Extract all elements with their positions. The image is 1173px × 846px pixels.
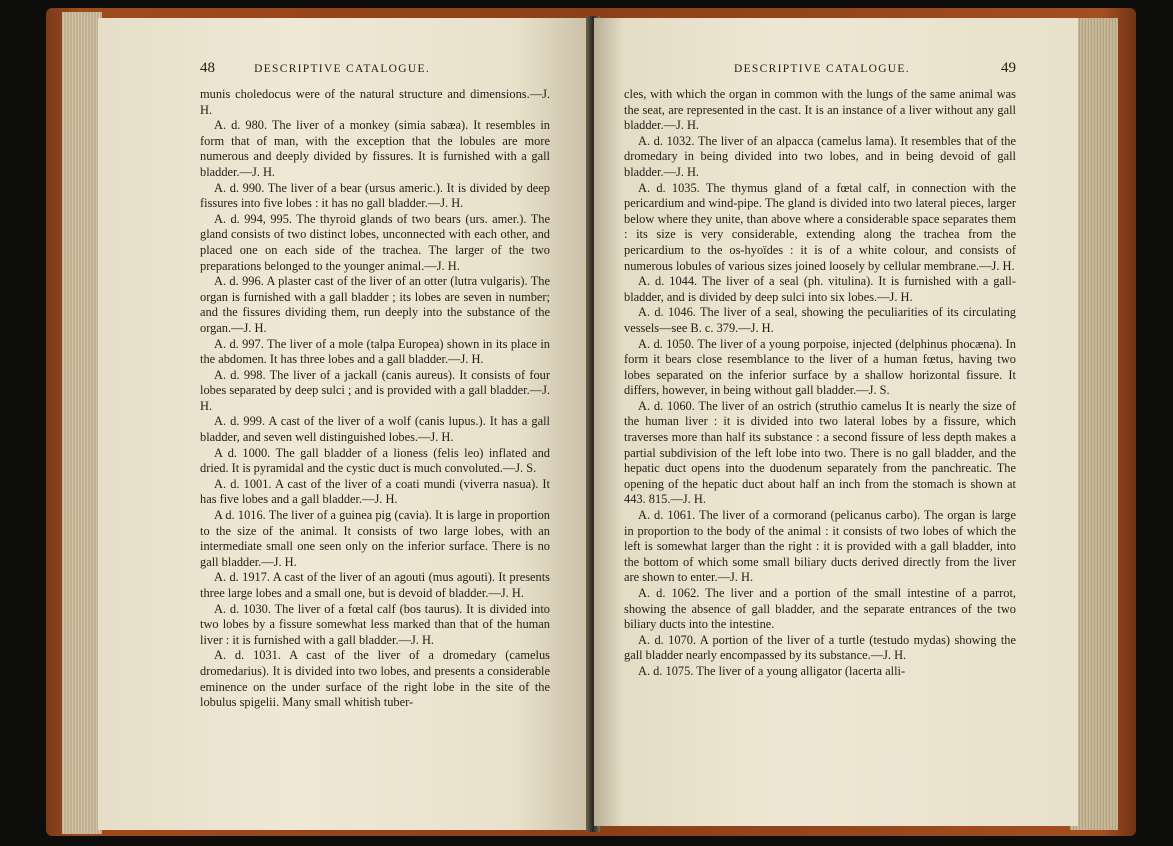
paragraph: A. d. 996. A plaster cast of the liver of an otter (lutra vulgaris). The organ is furnished with a gall bladder ; its lobes are seven in number; and the fissures dividing them, run deeply into the substance of the organ.—J. H.	[200, 274, 550, 335]
paragraph: A d. 1000. The gall bladder of a lioness (felis leo) inflated and dried. It is pyramidal and the cystic duct is much convoluted.—J. S.	[200, 445, 550, 476]
right-page	[594, 18, 1078, 826]
paragraph: A. d. 980. The liver of a monkey (simia sabæa). It resembles in form that of man, with the exception that the lobules are more numerous and deeply divided by fissures. It is furnished with a gall bladder.—J. H.	[200, 118, 550, 179]
paragraph: A. d. 1035. The thymus gland of a fœtal calf, in connection with the pericardium and wind-pipe. The gland is divided into two lateral pieces, larger below where they unite, than above where a considerable space separates them : its size is very considerable, extending along the trachea from the pericardium to the os-hyoïdes : it is of a white colour, and consists of numerous lobules of various sizes joined loosely by cellular membrane.—J. H.	[624, 180, 1016, 273]
page-edges-left	[62, 12, 102, 834]
paragraph: A. d. 1030. The liver of a fœtal calf (bos taurus). It is divided into two lobes by a fissure somewhat less marked than that of the human liver : it is furnished with a gall bladder.—J. H.	[200, 601, 550, 647]
paragraph: munis choledocus were of the natural structure and dimensions.—J. H.	[200, 87, 550, 117]
paragraph: A. d. 1062. The liver and a portion of the small intestine of a parrot, showing the absence of gall bladder, and the separate entrances of the two biliary ducts into the intestine.	[624, 586, 1016, 632]
paragraph: A. d. 1060. The liver of an ostrich (struthio camelus It is nearly the size of the human liver : it is divided into two lateral lobes by a fissure, which traverses more than half its substance : a second fissure of less depth makes a partial subdivision of the left lobe into two. There is no gall bladder, and the hepatic duct opens into the duodenum separately from the panchreatic. The opening of the hepatic duct about half an inch from the stomach is shown at 443. 815.—J. H.	[624, 398, 1016, 507]
left-page-number: 48	[200, 60, 215, 76]
paragraph: A. d. 998. The liver of a jackall (canis aureus). It consists of four lobes separated by deep sulci ; and is provided with a gall bladder.—J. H.	[200, 367, 550, 413]
right-running-title: DESCRIPTIVE CATALOGUE.	[734, 63, 910, 75]
left-running-title: DESCRIPTIVE CATALOGUE.	[254, 63, 430, 75]
right-page-number: 49	[1001, 60, 1016, 76]
paragraph: A. d. 1070. A portion of the liver of a turtle (testudo mydas) showing the gall bladder nearly encompassed by its substance.—J. H.	[624, 632, 1016, 663]
paragraph: A. d. 997. The liver of a mole (talpa Europea) shown in its place in the abdomen. It has three lobes and a gall bladder.—J. H.	[200, 336, 550, 367]
paragraph: A d. 1016. The liver of a guinea pig (cavia). It is large in proportion to the size of the animal. It consists of two large lobes, with an intermediate small one seen only on the inferior surface. There is no gall bladder.—J. H.	[200, 508, 550, 569]
left-running-head	[200, 60, 550, 77]
left-page	[98, 18, 590, 830]
right-body-text	[624, 87, 1016, 680]
paragraph: A. d. 1044. The liver of a seal (ph. vitulina). It is furnished with a gall-bladder, and is divided by deep sulci into six lobes.—J. H.	[624, 274, 1016, 304]
paragraph: A. d. 999. A cast of the liver of a wolf (canis lupus.). It has a gall bladder, and seven well distinguished lobes.—J. H.	[200, 414, 550, 445]
right-running-head	[624, 60, 1016, 77]
paragraph: A. d. 1046. The liver of a seal, showing the peculiarities of its circulating vessels—see B. c. 379.—J. H.	[624, 305, 1016, 335]
paragraph: A. d. 994, 995. The thyroid glands of two bears (urs. amer.). The gland consists of two distinct lobes, unconnected with each other, and placed one on each side of the trachea. The larger of the two preparations belonged to the younger animal.—J. H.	[200, 211, 550, 273]
paragraph: A. d. 1075. The liver of a young alligator (lacerta alli-	[638, 663, 906, 678]
paragraph: A. d. 1032. The liver of an alpacca (camelus lama). It resembles that of the dromedary in being divided into two lobes, and in being devoid of gall bladder.—J. H.	[624, 133, 1016, 179]
paragraph: A. d. 990. The liver of a bear (ursus americ.). It is divided by deep fissures into five lobes : it has no gall bladder.—J. H.	[200, 180, 550, 211]
paragraph: cles, with which the organ in common with the lungs of the same animal was the seat, are represented in the cast. It is an instance of a liver without any gall bladder.—J. H.	[624, 87, 1016, 133]
paragraph: A. d. 1031. A cast of the liver of a dromedary (camelus dromedarius). It is divided into two lobes, and presents a considerable eminence on the under surface of the right lobe in the site of the lobulus spigelii. Many small whitish tuber-	[200, 648, 550, 710]
left-body-text	[200, 87, 550, 711]
paragraph: A. d. 1001. A cast of the liver of a coati mundi (viverra nasua). It has five lobes and a gall bladder.—J. H.	[200, 476, 550, 507]
paragraph: A. d. 1050. The liver of a young porpoise, injected (delphinus phocæna). In form it bears close resemblance to the liver of a human fœtus, having two lobes separated on the inferior surface by a shallow horizontal fissure. It differs, however, in being without gall bladder.—J. S.	[624, 336, 1016, 398]
paragraph: A. d. 1917. A cast of the liver of an agouti (mus agouti). It presents three large lobes and a small one, but is devoid of bladder.—J. H.	[200, 570, 550, 600]
paragraph: A. d. 1061. The liver of a cormorand (pelicanus carbo). The organ is large in proportion to the body of the animal : it consists of two lobes of which the left is somewhat larger than the right : it is provided with a gall bladder, into the bottom of which some small biliary ducts derived directly from the liver are shown to enter.—J. H.	[624, 508, 1016, 585]
